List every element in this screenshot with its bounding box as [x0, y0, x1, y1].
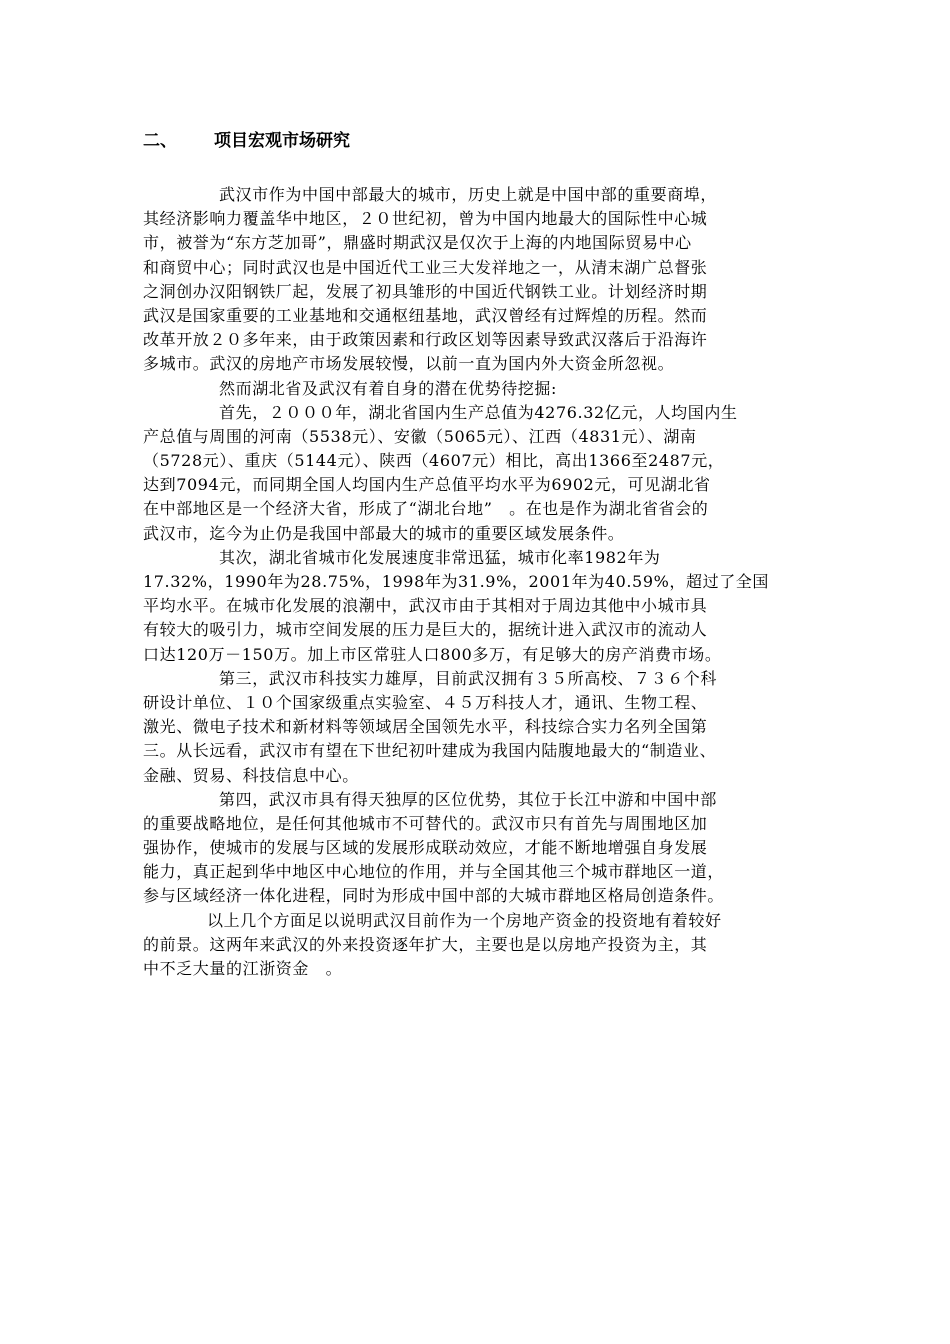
text-line [143, 256, 813, 280]
text-line [143, 352, 813, 376]
text-line [143, 594, 813, 618]
text-line-content: 三。从长远看，武汉市有望在下世纪初叶建成为我国内陆腹地最大的“制造业、 [143, 741, 717, 761]
text-line [143, 618, 813, 642]
text-line-content: 的前景。这两年来武汉的外来投资逐年扩大，主要也是以房地产投资为主，其 [143, 934, 708, 954]
text-line-content: 改革开放２０多年来，由于政策因素和行政区划等因素导致武汉落后于沿海许 [143, 330, 708, 350]
text-line-content: 激光、微电子技术和新材料等领域居全国领先水平，科技综合实力名列全国第 [143, 717, 708, 737]
text-line-content: （5728元）、重庆（5144元）、陕西（4607元）相比，高出1366至2487元， [143, 451, 725, 471]
section-heading [143, 126, 350, 151]
text-line-content: 之洞创办汉阳钢铁厂起，发展了初具雏形的中国近代钢铁工业。计划经济时期 [143, 281, 708, 301]
text-line [143, 304, 813, 328]
text-line [143, 522, 813, 546]
text-line-content: 然而湖北省及武汉有着自身的潜在优势待挖掘: [219, 378, 557, 398]
text-line [143, 957, 813, 981]
body-text [143, 183, 813, 981]
text-line [143, 473, 813, 497]
text-line [143, 377, 813, 401]
text-line-content: 第三，武汉市科技实力雄厚，目前武汉拥有３５所高校、７３６个科 [219, 668, 718, 688]
text-line [143, 280, 813, 304]
text-line [143, 909, 813, 933]
text-line-content: 参与区域经济一体化进程，同时为形成中国中部的大城市群地区格局创造条件。 [143, 886, 725, 906]
text-line [143, 836, 813, 860]
text-line-content: 中不乏大量的江浙资金 。 [143, 959, 343, 978]
text-line-content: 达到7094元，而同期全国人均国内生产总值平均水平为6902元，可见湖北省 [143, 475, 711, 495]
text-line [143, 231, 813, 255]
text-line [143, 449, 813, 473]
text-line-content: 市，被誉为“东方芝加哥”，鼎盛时期武汉是仅次于上海的内地国际贸易中心 [143, 233, 692, 253]
text-line-content: 其经济影响力覆盖华中地区，２０世纪初，曾为中国内地最大的国际性中心城 [143, 209, 708, 229]
text-line [143, 497, 813, 521]
text-line [143, 764, 813, 788]
text-line [143, 425, 813, 449]
text-line-content: 强协作，使城市的发展与区域的发展形成联动效应，才能不断地增强自身发展 [143, 838, 708, 858]
text-line-content: 武汉市作为中国中部最大的城市，历史上就是中国中部的重要商埠， [219, 185, 718, 204]
text-line [143, 183, 813, 207]
text-line-content: 能力，真正起到华中地区中心地位的作用，并与全国其他三个城市群地区一道， [143, 862, 725, 882]
text-line [143, 933, 813, 957]
text-line-content: 多城市。武汉的房地产市场发展较慢，以前一直为国内外大资金所忽视。 [143, 354, 675, 374]
text-line [143, 788, 813, 812]
text-line-content: 武汉是国家重要的工业基地和交通枢纽基地，武汉曾经有过辉煌的历程。然而 [143, 305, 708, 325]
text-line-content: 有较大的吸引力，城市空间发展的压力是巨大的，据统计进入武汉市的流动人 [143, 620, 708, 640]
text-line [143, 401, 813, 425]
text-line-content: 产总值与周围的河南（5538元）、安徽（5065元）、江西（4831元）、湖南 [143, 426, 697, 446]
text-line-content: 研设计单位、１０个国家级重点实验室、４５万科技人才，通讯、生物工程、 [143, 692, 708, 712]
text-line [143, 691, 813, 715]
text-line-content: 平均水平。在城市化发展的浪潮中，武汉市由于其相对于周边其他中小城市具 [143, 596, 708, 616]
text-line-content: 的重要战略地位，是任何其他城市不可替代的。武汉市只有首先与周围地区加 [143, 813, 708, 833]
section-number: 二、 [143, 131, 177, 151]
text-line-content: 在中部地区是一个经济大省，形成了“湖北台地” 。在也是作为湖北省省会的 [143, 499, 709, 519]
text-line-content: 其次，湖北省城市化发展速度非常迅猛，城市化率1982年为 [219, 547, 661, 567]
text-line [143, 328, 813, 352]
text-line [143, 570, 813, 594]
text-line-content: 和商贸中心；同时武汉也是中国近代工业三大发祥地之一，从清末湖广总督张 [143, 257, 708, 277]
text-line-content: 口达120万－150万。加上市区常驻人口800多万，有足够大的房产消费市场。 [143, 644, 722, 664]
text-line [143, 739, 813, 763]
text-line [143, 643, 813, 667]
text-line-content: 17.32%，1990年为28.75%，1998年为31.9%，2001年为40.59%，超过了全国 [143, 572, 770, 591]
text-line-content: 第四，武汉市具有得天独厚的区位优势，其位于长江中游和中国中部 [219, 789, 718, 809]
text-line [143, 812, 813, 836]
text-line [143, 860, 813, 884]
text-line-content: 金融、贸易、科技信息中心。 [143, 765, 359, 785]
section-title: 项目宏观市场研究 [214, 131, 350, 151]
text-line [143, 667, 813, 691]
text-line [143, 207, 813, 231]
text-line [143, 546, 813, 570]
text-line [143, 884, 813, 908]
text-line [143, 715, 813, 739]
text-line-content: 武汉市，迄今为止仍是我国中部最大的城市的重要区域发展条件。 [143, 523, 625, 543]
text-line-content: 首先，２０００年，湖北省国内生产总值为4276.32亿元，人均国内生 [219, 402, 738, 422]
text-line-content: 以上几个方面足以说明武汉目前作为一个房地产资金的投资地有着较好 [207, 910, 722, 930]
